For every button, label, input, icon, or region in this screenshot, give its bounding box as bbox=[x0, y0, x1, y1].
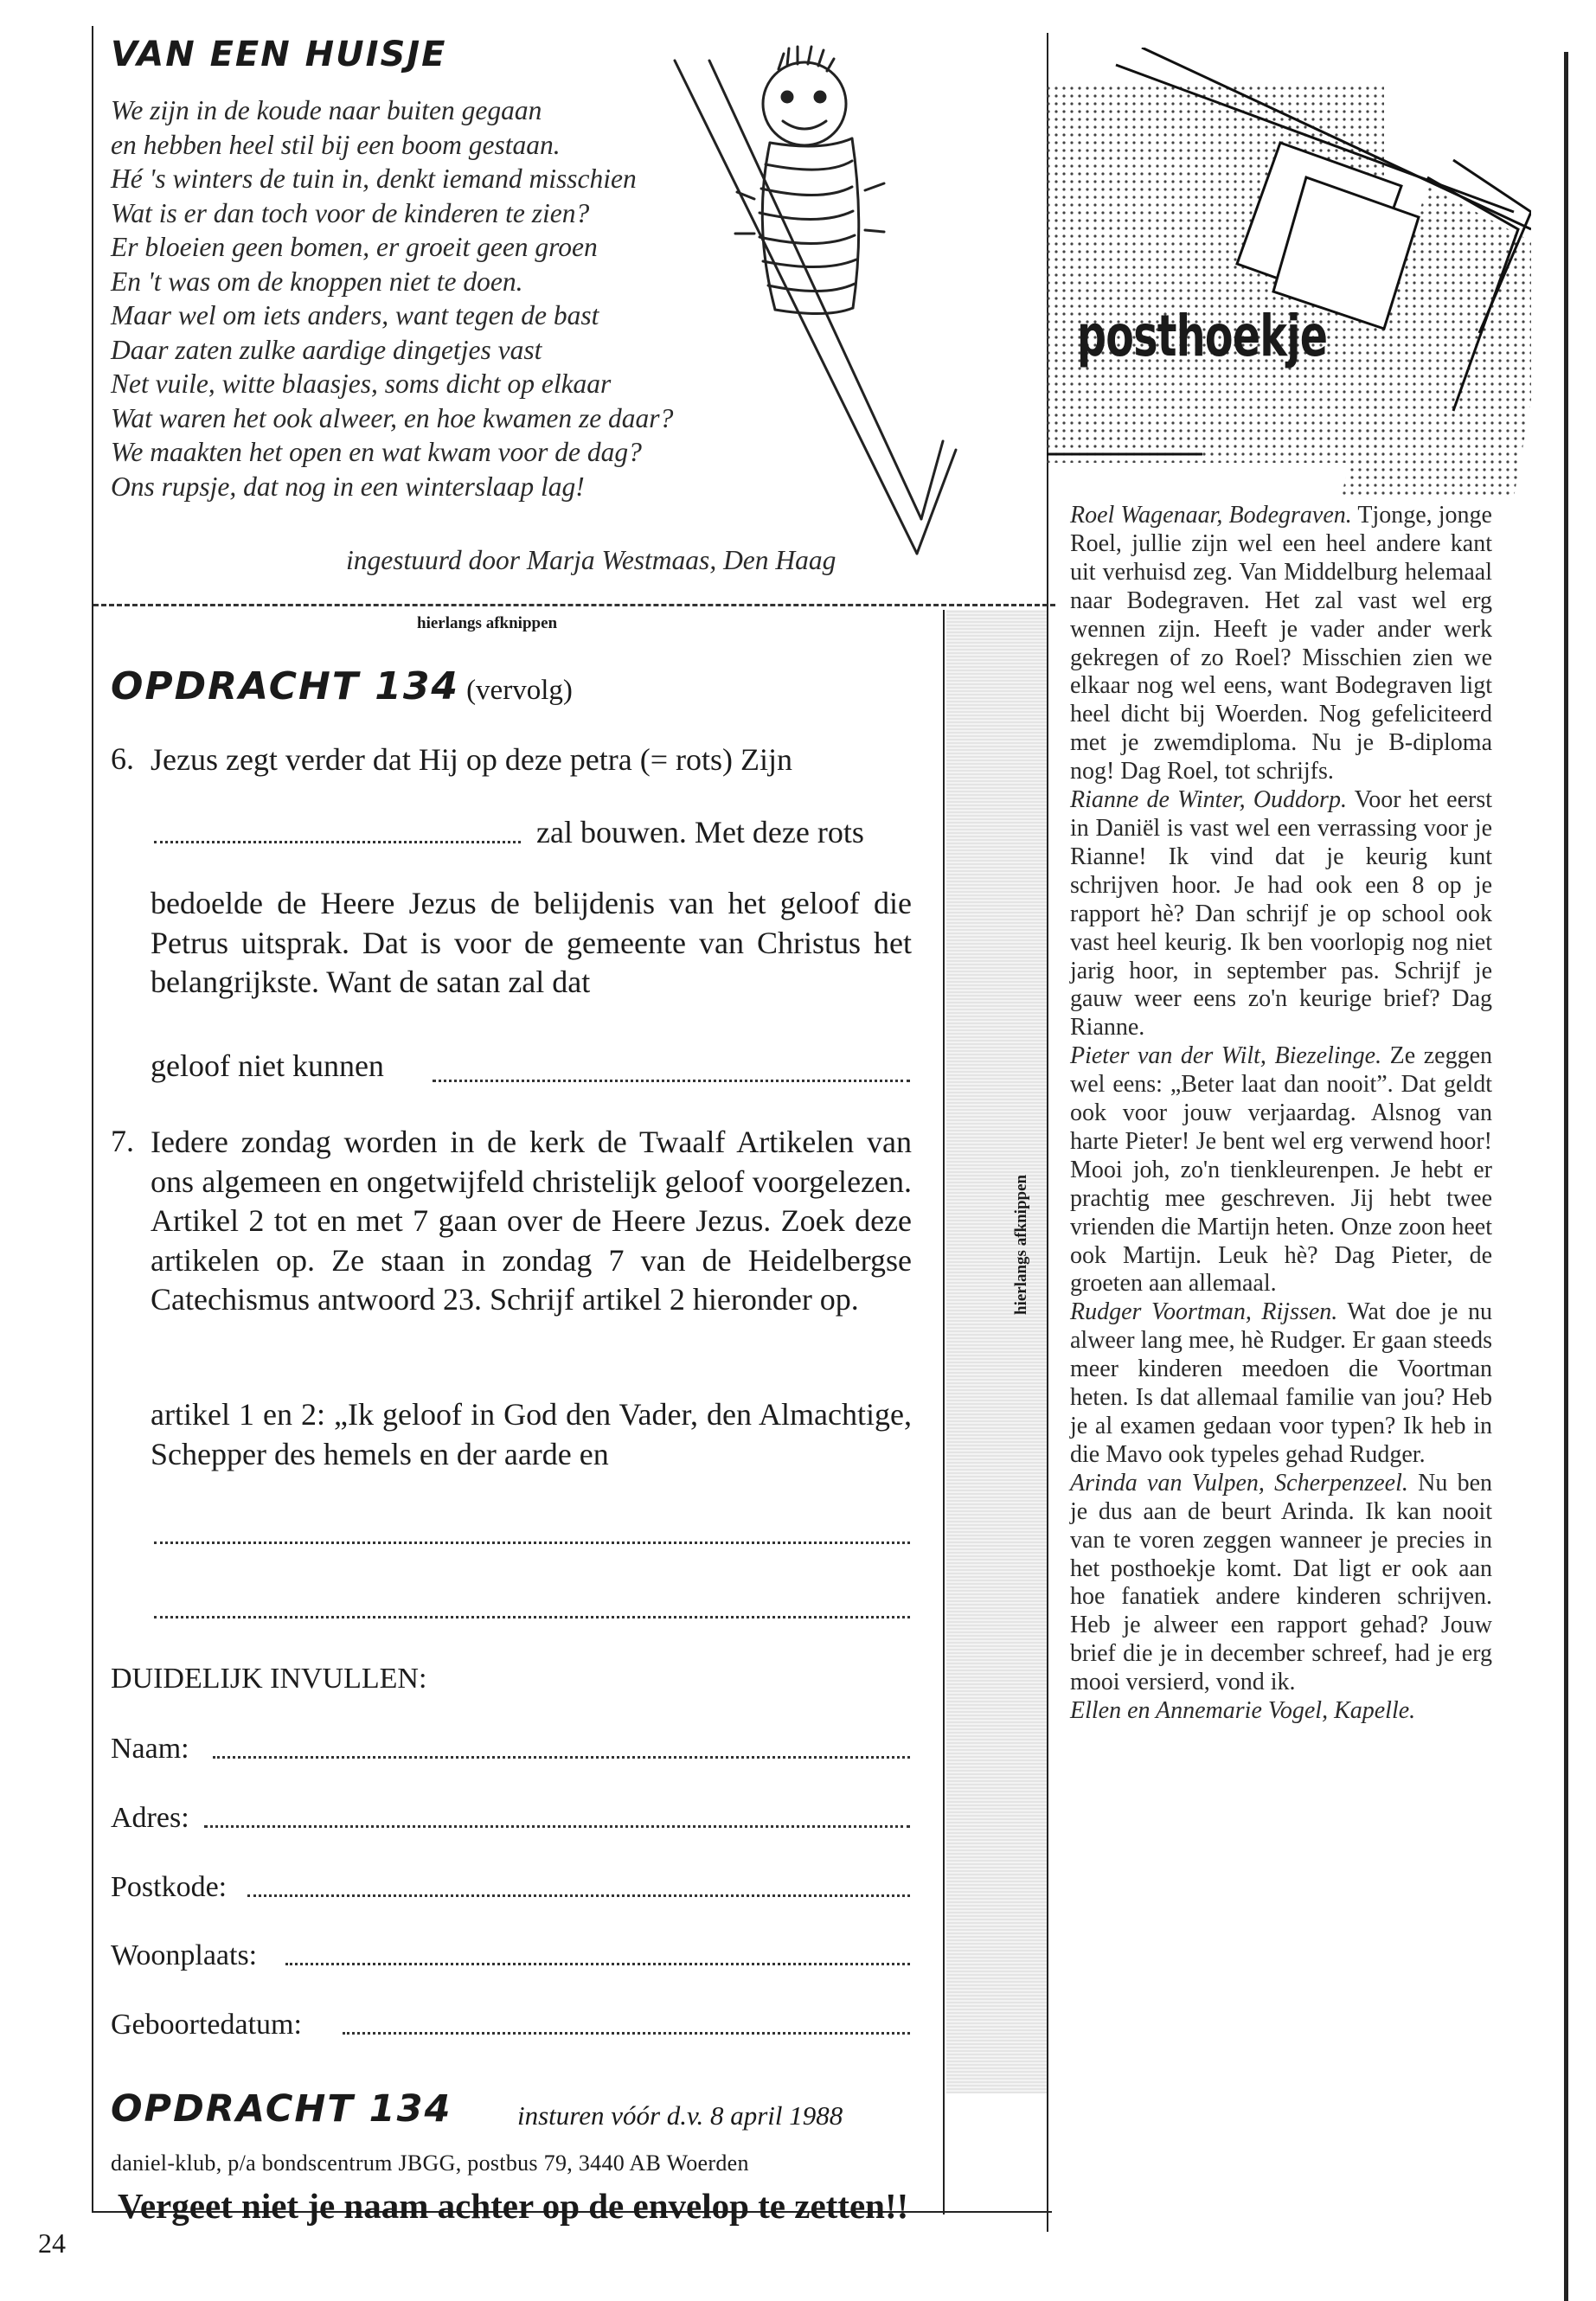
submit-deadline: insturen vóór d.v. 8 april 1988 bbox=[517, 2100, 843, 2131]
name-field-label: Naam: bbox=[111, 1733, 189, 1765]
address-field-label: Adres: bbox=[111, 1802, 189, 1834]
city-field[interactable] bbox=[285, 1963, 910, 1965]
poem-line: En 't was om de knoppen niet te doen. bbox=[111, 266, 523, 297]
letter-text: Ze zeggen wel eens: „Beter laat dan nooit”. Dat geldt ook voor jouw verjaardag. Alsnog van harte Pieter! Je bent wel erg verwend hoor! Mooi joh, zo'n tienkleurenpen. Je hebt er prachtig mee geschreven. Jij hebt twee vrienden die Martijn heten. Onze zoon heet ook Martijn. Leuk hè? Dag Pieter, de groeten aan allemaal. bbox=[1070, 1042, 1492, 1298]
page-edge-rule bbox=[1564, 52, 1568, 2301]
page-number: 24 bbox=[38, 2227, 66, 2259]
letter bbox=[1070, 1470, 1492, 1697]
poem-line: We zijn in de koude naar buiten gegaan bbox=[111, 95, 542, 125]
postcode-field[interactable] bbox=[247, 1894, 910, 1897]
poem-line: Ons rupsje, dat nog in een winterslaap lag! bbox=[111, 471, 585, 502]
poem-line: Wat waren het ook alweer, en hoe kwamen ze daar? bbox=[111, 402, 674, 433]
letter bbox=[1070, 502, 1492, 786]
letter-text: Nu ben je dus aan de beurt Arinda. Ik kan nooit van te voren zeggen wanneer je precies in het posthoekje komt. Dat ligt er ook aan hoe fanatiek andere kinderen schrijven. Heb je alweer een rapport gehad? Jouw brief die je in december schreef, had je erg mooi versierd, vond ik. bbox=[1070, 1469, 1493, 1696]
assignment-title-suffix: (vervolg) bbox=[466, 675, 573, 706]
submit-title: OPDRACHT 134 bbox=[111, 2087, 452, 2131]
question-number: 7. bbox=[111, 1124, 134, 1158]
letter-sender: Arinda van Vulpen, Scherpenzeel. bbox=[1070, 1469, 1408, 1497]
fill-in-heading: DUIDELIJK INVULLEN: bbox=[111, 1663, 427, 1695]
answer-line[interactable] bbox=[154, 841, 521, 843]
shaded-strip bbox=[946, 610, 1047, 2093]
letter-text: Tjonge, jonge Roel, jullie zijn wel een heel andere kant uit verhuisd zeg. Van Middelburg helemaal naar Bodegraven. Het zal vast wel erg wennen zijn. Heeft je vader ander werk gekregen of zo Roel? Misschien zien we elkaar nog wel eens, want Bodegraven ligt heel dicht bij Woerden. Nog gefeliciteerd met je zwemdiploma. Nu je B-diploma nog! Dag Roel, tot schrijfs. bbox=[1070, 502, 1492, 785]
poem-line: Wat is er dan toch voor de kinderen te zien? bbox=[111, 197, 590, 228]
letter bbox=[1070, 1697, 1492, 1726]
column-divider-rule bbox=[943, 610, 945, 2214]
letter-sender: Roel Wagenaar, Bodegraven. bbox=[1070, 502, 1352, 529]
poem-line: en hebben heel stil bij een boom gestaan. bbox=[111, 129, 561, 160]
club-address: daniel-klub, p/a bondscentrum JBGG, postbus 79, 3440 AB Woerden bbox=[111, 2150, 749, 2176]
question-7-text: Iedere zondag worden in de kerk de Twaalf Artikelen van ons algemeen en ongetwijfeld christelijk geloof voorgelezen. Artikel 2 tot en met 7 gaan over de Heere Jezus. Zoek deze artikelen op. Ze staan in zondag 7 van de Heidelbergse Catechismus antwoord 23. Schrijf artikel 2 hieronder op. bbox=[151, 1125, 912, 1317]
letter-sender: Pieter van der Wilt, Biezelinge. bbox=[1070, 1042, 1382, 1070]
birthdate-field[interactable] bbox=[343, 2032, 910, 2035]
cut-line-label: hierlangs afknippen bbox=[417, 614, 558, 632]
letter-sender: Rianne de Winter, Ouddorp. bbox=[1070, 786, 1347, 814]
question-6-line-1: Jezus zegt verder dat Hij op deze petra (= rots) Zijn bbox=[151, 742, 793, 777]
poem-line: Maar wel om iets anders, want tegen de bast bbox=[111, 300, 599, 330]
caterpillar-illustration bbox=[657, 35, 969, 588]
question-number: 6. bbox=[111, 741, 134, 776]
poem-line: We maakten het open en wat kwam voor de dag? bbox=[111, 437, 642, 467]
assignment-title-text: OPDRACHT 134 bbox=[111, 664, 460, 708]
reminder-text: Vergeet niet je naam achter op de envelop te zetten!! bbox=[118, 2186, 909, 2226]
answer-line[interactable] bbox=[154, 1541, 910, 1544]
posthoekje-graphic bbox=[1047, 48, 1531, 497]
question-7-quote: artikel 1 en 2: „Ik geloof in God den Vader, den Almachtige, Schepper des hemels en der aarde en bbox=[151, 1397, 912, 1471]
answer-line[interactable] bbox=[433, 1080, 910, 1082]
poem-line: Hé 's winters de tuin in, denkt iemand misschien bbox=[111, 163, 637, 194]
birthdate-field-label: Geboortedatum: bbox=[111, 2009, 302, 2041]
posthoekje-letters bbox=[1070, 502, 1492, 1726]
cut-line-label-vertical: hierlangs afknippen bbox=[1012, 1174, 1030, 1315]
poem-line: Daar zaten zulke aardige dingetjes vast bbox=[111, 334, 542, 365]
letter-sender: Ellen en Annemarie Vogel, Kapelle. bbox=[1070, 1697, 1416, 1725]
letter-text: Voor het eerst in Daniël is vast wel een verrassing voor je Rianne! Ik vind dat je keurig kunt schrijven hoor. Je had ook een 8 op je rapport hè? Dan schrijf je op school ook vast heel keurig. Ik ben voorlopig nog niet jarig hoor, in september pas. Schrijf je gauw weer eens zo'n keurige brief? Dag Rianne. bbox=[1070, 786, 1492, 1042]
cut-line bbox=[93, 604, 1055, 606]
postcode-field-label: Postkode: bbox=[111, 1871, 228, 1903]
name-field[interactable] bbox=[213, 1756, 910, 1759]
letter bbox=[1070, 786, 1492, 1042]
question-6-line-2: zal bouwen. Met deze rots bbox=[536, 815, 864, 849]
letter-sender: Rudger Voortman, Rijssen. bbox=[1070, 1298, 1338, 1326]
poem-title: VAN EEN HUISJE bbox=[111, 35, 447, 74]
letter bbox=[1070, 1042, 1492, 1298]
left-border-rule bbox=[92, 26, 93, 2213]
poem-line: Er bloeien geen bomen, er groeit geen groen bbox=[111, 232, 598, 262]
answer-line[interactable] bbox=[154, 1616, 910, 1618]
assignment-title bbox=[111, 664, 573, 708]
letter-text: Wat doe je nu alweer lang mee, hè Rudger. Er gaan steeds meer kinderen meedoen die Voortman heten. Is dat allemaal familie van jou? Heb je al examen gedaan voor typen? Ik heb in die Mavo ook typeles gehad Rudger. bbox=[1070, 1298, 1492, 1468]
address-field[interactable] bbox=[204, 1825, 910, 1828]
question-6-line-3: bedoelde de Heere Jezus de belijdenis van het geloof die Petrus uitsprak. Dat is voor de gemeente van Christus het belangrijkste. Want de satan zal dat bbox=[151, 886, 912, 999]
poem-line: Net vuile, witte blaasjes, soms dicht op elkaar bbox=[111, 369, 612, 399]
posthoekje-title: posthoekje bbox=[1077, 303, 1328, 369]
question-6-line-4: geloof niet kunnen bbox=[151, 1048, 384, 1083]
city-field-label: Woonplaats: bbox=[111, 1939, 258, 1971]
letter bbox=[1070, 1298, 1492, 1469]
poem-credit: ingestuurd door Marja Westmaas, Den Haag bbox=[346, 545, 836, 575]
